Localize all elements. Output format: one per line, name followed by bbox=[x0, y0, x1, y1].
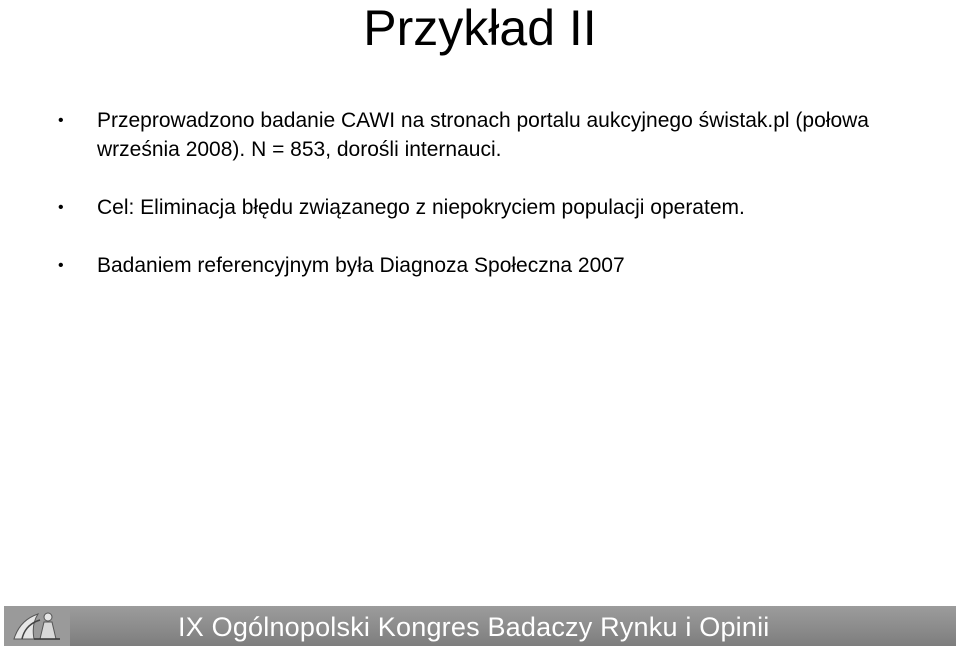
slide-title: Przykład II bbox=[363, 0, 597, 56]
congress-logo-icon bbox=[4, 606, 70, 646]
bullet-item bbox=[0, 193, 900, 222]
bullet-list bbox=[0, 106, 900, 309]
bullet-text: Cel: Eliminacja błędu związanego z niepokryciem populacji operatem. bbox=[97, 196, 745, 219]
bullet-icon: • bbox=[58, 112, 64, 129]
bullet-text: Badaniem referencyjnym była Diagnoza Społeczna 2007 bbox=[97, 254, 625, 277]
bullet-icon: • bbox=[58, 257, 64, 274]
bullet-item bbox=[0, 106, 900, 164]
bullet-item bbox=[0, 251, 900, 280]
footer-banner bbox=[0, 603, 960, 650]
bullet-icon: • bbox=[58, 199, 64, 216]
bullet-text: Przeprowadzono badanie CAWI na stronach portalu aukcyjnego świstak.pl (połowa września 2008). N = 853, dorośli internauci. bbox=[97, 109, 869, 161]
footer-congress-text: IX Ogólnopolski Kongres Badaczy Rynku i Opinii bbox=[178, 612, 770, 642]
